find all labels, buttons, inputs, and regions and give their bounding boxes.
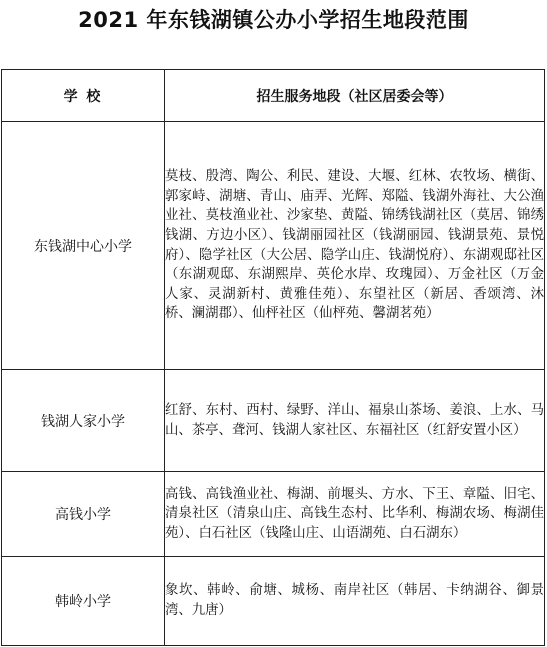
table-row — [2, 370, 545, 472]
school-name-cell: 韩岭小学 — [2, 557, 165, 646]
column-header-school: 学 校 — [2, 70, 165, 122]
service-area-cell: 高钱、高钱渔业社、梅湖、前堰头、方水、下王、章隘、旧宅、清泉社区（清泉山庄、高钱生态村、比华利、梅湖农场、梅湖佳苑）、白石社区（钱隆山庄、山语湖苑、白石湖东） — [165, 472, 545, 557]
table-header-row — [2, 70, 545, 122]
table-row — [2, 472, 545, 557]
table-row — [2, 122, 545, 370]
table-row — [2, 557, 545, 646]
service-area-cell: 象坎、韩岭、俞塘、城杨、南岸社区（韩居、卡纳湖谷、御景湾、九唐） — [165, 557, 545, 646]
school-name-cell: 钱湖人家小学 — [2, 370, 165, 472]
page-title: 2021 年东钱湖镇公办小学招生地段范围 — [78, 8, 469, 32]
enrollment-zone-table — [1, 69, 545, 646]
service-area-cell: 红舒、东村、西村、绿野、洋山、福泉山茶场、姜浪、上水、马山、茶亭、聋河、钱湖人家社区、东福社区（红舒安置小区） — [165, 370, 545, 472]
column-header-service-area: 招生服务地段（社区居委会等） — [165, 70, 545, 122]
school-name-cell: 东钱湖中心小学 — [2, 122, 165, 370]
school-name-cell: 高钱小学 — [2, 472, 165, 557]
service-area-cell: 莫枝、殷湾、陶公、利民、建设、大堰、红林、农牧场、横街、郭家峙、湖塘、青山、庙弄、光辉、郑隘、钱湖外海社、大公渔业社、莫枝渔业社、沙家垫、黄隘、锦绣钱湖社区（莫居、锦绣钱湖、方边小区）、钱湖丽园社区（钱湖丽园、钱湖景苑、景悦府）、隐学社区（大公居、隐学山庄、钱湖悦府）、东湖观邸社区（东湖观邸、东湖熙岸、英伦水岸、玫瑰园）、万金社区（万金人家、灵湖新村、黄雅佳苑）、东望社区（新居、香颂湾、沐桥、澜湖郡）、仙枰社区（仙枰苑、馨湖茗苑） — [165, 122, 545, 370]
